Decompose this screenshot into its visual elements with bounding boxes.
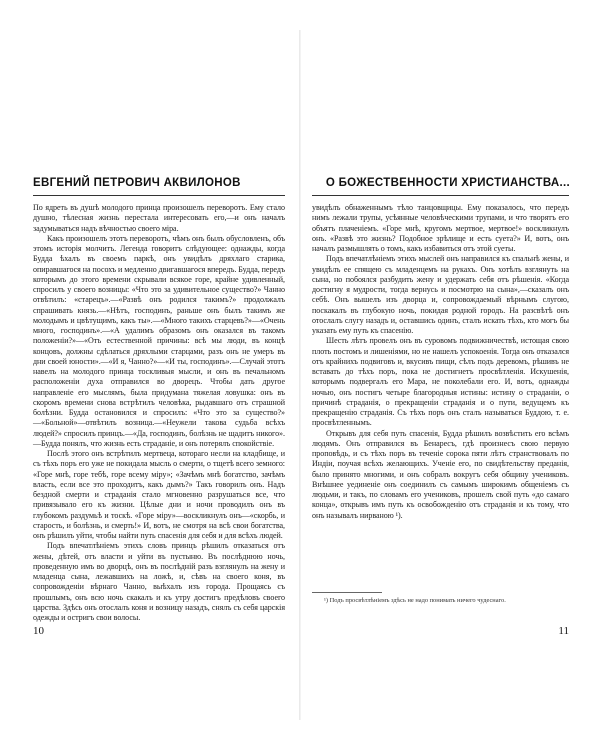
left-paragraph-1: По ядреть въ душѣ молодого принца произошелъ переворотъ. Ему стало душно, тѣлесная жизнь перестала интересовать его,—и онъ началъ задумываться надъ вѣчностью своего міра. — [33, 203, 285, 233]
right-paragraph-1: увидѣлъ обнаженнымъ тѣло танцовщицы. Ему показалось, что передъ нимъ лежали трупы, усѣянные человѣческими трупами, и что творятъ его объятъ плаченіемъ. «Горе мнѣ, кругомъ мертвое, мертвое!» воскликнулъ онъ. «Развѣ это жизнь? Подобное зрѣлище и есть суета?» И, вотъ, онъ началъ размышлять о томъ, какъ избавиться отъ этой суеты. — [312, 203, 569, 253]
right-page-number: 11 — [558, 625, 569, 637]
right-body-text — [312, 203, 569, 521]
footnote: ¹) Подъ просвѣтлѣніемъ здѣсь не надо понимать ничего чудеснаго. — [324, 597, 506, 604]
left-paragraph-4: Подъ впечатлѣніемъ этихъ словъ принцъ рѣшилъ отказаться отъ жены, дѣтей, отъ власти и уйти въ пустыню. Въ послѣднюю ночь, проведенную имъ во дворцѣ, онъ въ послѣдній разъ взглянулъ на жену и младенца сына, лежавшихъ на ложѣ, и, сѣвъ на своего коня, въ сопровожденіи вѣрнаго Чанно, выѣхалъ изъ города. Прощаясь съ прошлымъ, онъ всю ночь скакалъ и къ утру достигъ предѣловъ своего царства. Здѣсь онъ отослалъ коня и возницу назадъ, снялъ съ себя царскія одежды и остригъ свои волосы. — [33, 541, 285, 622]
right-page — [300, 0, 600, 750]
right-paragraph-3: Шесть лѣтъ провелъ онъ въ суровомъ подвижничествѣ, истощая свою плоть постомъ и лишеніями, но не нашелъ успокоенія. Тогда онъ отказался отъ крайнихъ подвиговъ и, вкусивъ пищи, сѣлъ подъ деревомъ, рѣшивъ не вставать до тѣхъ поръ, пока не достигнетъ просвѣтленія. Искушенія, которымъ подвергалъ его Мара, не поколебали его. И, вотъ, однажды ночью, онъ постигъ четыре благородныя истины: истину о страданіи, о причинѣ страданія, о прекращеніи страданія и о пути, ведущемъ къ прекращенію страданія. Съ тѣхъ поръ онъ сталъ называться Буддою, т. е. просвѣтленнымъ. — [312, 336, 569, 428]
left-running-head: ЕВГЕНИЙ ПЕТРОВИЧ АКВИЛОНОВ — [33, 177, 241, 189]
right-header-rule — [312, 195, 569, 196]
footnote-rule — [312, 592, 382, 593]
right-running-head: О БОЖЕСТВЕННОСТИ ХРИСТИАНСТВА... — [325, 177, 570, 189]
left-paragraph-2: Какъ произошелъ этотъ переворотъ, чѣмъ онъ былъ обусловленъ, объ этомъ исторія молчитъ. Легенда говоритъ слѣдующее: однажды, когда Будда ѣхалъ въ своемъ паркѣ, онъ увидѣлъ дряхлаго старика, опиравшагося на посохъ и медленно двигавшагося впередъ. Будда, передъ которымъ до этого времени скрывали всякое горе, крайне удивленный, спросилъ у своего возницы: «Что это за удивительное существо?» Чанно отвѣтилъ: «старецъ».—«Развѣ онъ родился такимъ?» продолжалъ спрашивать князь.—«Нѣтъ, господинъ, раньше онъ былъ такимъ же молодымъ и цвѣтущимъ, какъ ты».—«Много такихъ старцевъ?»—«Очень много, господинъ».—«А удалимъ образомъ онъ оказался въ такомъ положеніи?»—«Отъ естественной причины: всѣ мы люди, въ концѣ концовъ, должны сдѣлаться дряхлыми старцами, разъ онъ не умеръ въ дни своей юности».—«И я, Чанно?»—«И ты, господинъ».—Случай этотъ навелъ на молодого принца тоскливыя мысли, и онъ въ печальномъ расположеніи духа отправился во дворецъ. Чтобы дать другое направленіе его мыслямъ, была придумана тяжелая ловушка: онъ въ скоромъ времени снова встрѣтилъ человѣка, рыдавшаго отъ страшной болѣзни. Будда остановился и спросилъ: «Что это за существо?» —«Больной»—отвѣтилъ возница.—«Неужели такова судьба всѣхъ людей?» спросилъ принцъ.—«Да, господинъ, болѣзнь не щадитъ никого».—Будда понялъ, что жизнь есть страданіе, и онъ потерялъ спокойствіе. — [33, 233, 285, 448]
left-paragraph-3: Послѣ этого онъ встрѣтилъ мертвеца, котораго несли на кладбище, и съ тѣхъ поръ его уже не покидала мысль о смерти, о тщетѣ всего земного: «Горе мнѣ, горе тебѣ, горе всему міру»; «Зачѣмъ мнѣ богатство, зачѣмъ власть, если все это проходитъ, какъ дымъ?» Такъ говорилъ онъ. Надъ бездной смерти и страданія стало мгновенно разрушаться все, что привязывало его къ жизни. Цѣлые дни и ночи проводилъ онъ въ глубокомъ раздумьѣ и тоскѣ. «Горе міру»—воскликнулъ онъ—«скорбь, и старость, и болѣзнь, и смерть!» И, вотъ, не смотря на всѣ свои богатства, онъ рѣшилъ уйти, чтобы найти путь спасенія для себя и для всѣхъ людей. — [33, 449, 285, 540]
left-header-rule — [33, 195, 285, 196]
left-body-text — [33, 203, 285, 623]
right-paragraph-2: Подъ впечатлѣніемъ этихъ мыслей онъ направился къ спальнѣ жены, и увидѣлъ ее спящею съ младенцемъ на рукахъ. Онъ хотѣлъ взглянуть на сына, но побоялся разбудить жену и удержать себя отъ рѣшенія. «Когда достигну я мудрости, тогда вернусь и посмотрю на сына»,—сказалъ онъ себѣ. Онъ вышелъ изъ дворца и, сопровождаемый вѣрнымъ слугою, поскакалъ въ глубокую ночь, покидая родной городъ. На разсвѣтѣ онъ отослалъ слугу назадъ и, оставшись одинъ, сталъ искать тѣхъ, кто могъ бы указать ему путь къ спасенію. — [312, 254, 569, 335]
left-page-number: 10 — [33, 625, 44, 637]
right-paragraph-4: Открывъ для себя путь спасенія, Будда рѣшилъ возвѣстить его всѣмъ людямъ. Онъ отправился въ Бенаресъ, гдѣ произнесъ свою первую проповѣдь, и съ тѣхъ поръ въ теченіе сорока пяти лѣтъ странствовалъ по Индіи, поучая всѣхъ желающихъ. Ученіе его, по свидѣтельству преданія, было принято многими, и онъ собралъ вокругъ себя общину учениковъ. Внѣшнее уединеніе онъ соединилъ съ самымъ широкимъ общеніемъ съ людьми, и такъ, по словамъ его учениковъ, прошелъ свой путь «до самаго конца», открывъ имъ путь къ освобожденію отъ страданія и къ тому, что онъ называлъ нирваною ¹). — [312, 428, 569, 520]
